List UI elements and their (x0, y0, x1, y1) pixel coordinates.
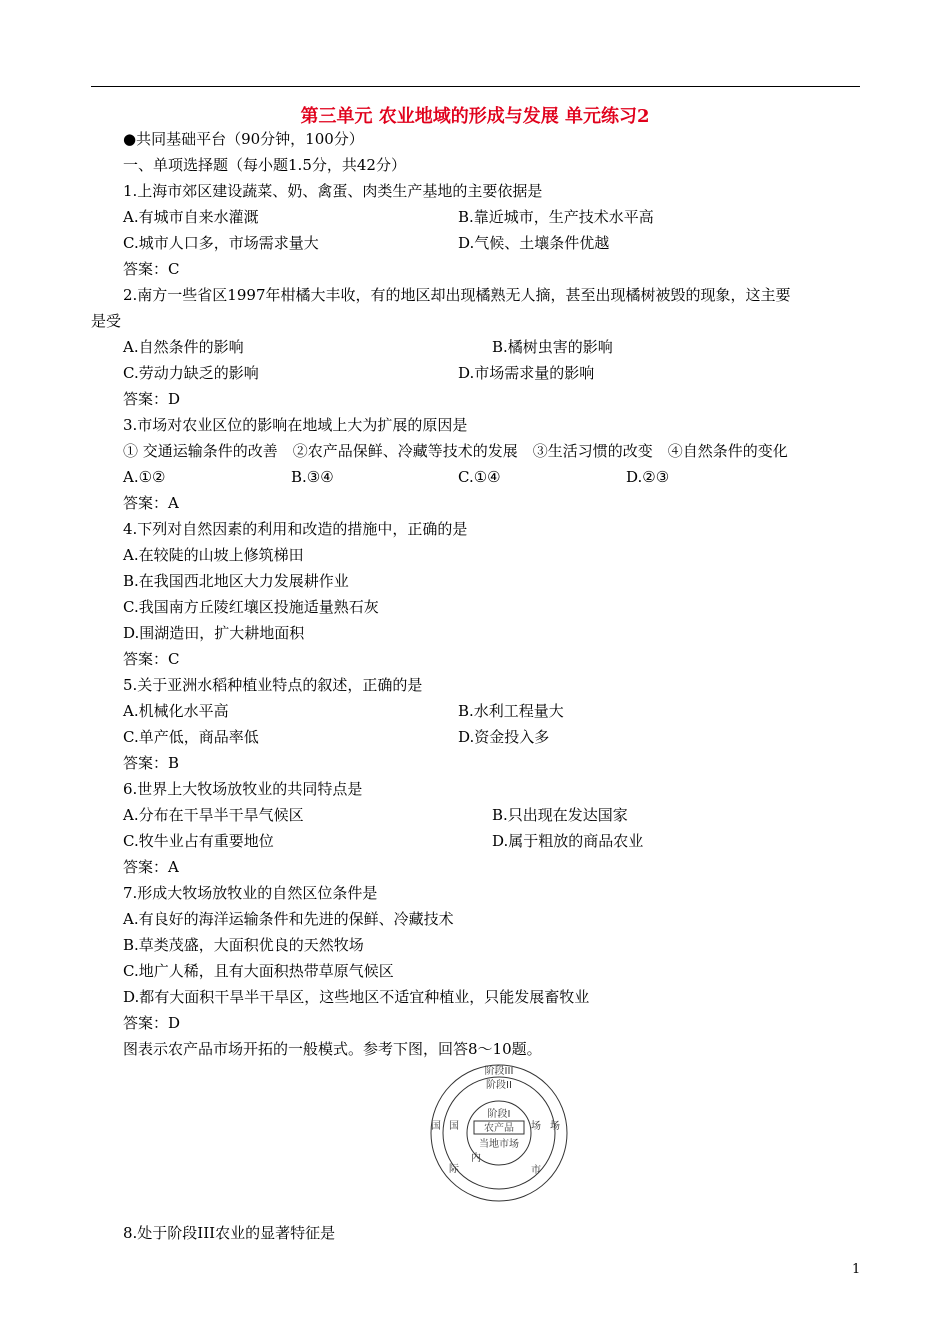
label-nei: 内 (471, 1153, 481, 1164)
question-2-option-a: A.自然条件的影响 (123, 338, 244, 356)
question-6-option-d: D.属于粗放的商品农业 (492, 832, 644, 850)
label-stage-2: 阶段II (486, 1080, 512, 1091)
page-title: 第三单元 农业地域的形成与发展 单元练习2 (300, 106, 650, 127)
question-1-option-a: A.有城市自来水灌溉 (123, 208, 259, 226)
label-stage-3: 阶段III (484, 1066, 514, 1077)
question-5-option-c: C.单产低，商品率低 (123, 728, 259, 746)
question-3-option-d: D.②③ (626, 468, 670, 486)
market-expansion-diagram (424, 1063, 574, 1203)
question-5-option-d: D.资金投入多 (458, 728, 550, 746)
question-6-stem: 6.世界上大牧场放牧业的共同特点是 (123, 780, 363, 798)
question-3-items: ① 交通运输条件的改善 ②农产品保鲜、冷藏等技术的发展 ③生活习惯的改变 ④自然条件的变化 (123, 442, 788, 460)
label-product: 农产品 (484, 1123, 514, 1134)
question-1-stem: 1.上海市郊区建设蔬菜、奶、禽蛋、肉类生产基地的主要依据是 (123, 182, 543, 200)
question-7-option-d: D.都有大面积干旱半干旱区，这些地区不适宜种植业，只能发展畜牧业 (123, 988, 590, 1006)
label-chang-outer: 场 (550, 1121, 560, 1132)
question-7-answer: 答案：D (123, 1014, 181, 1032)
label-chang-inner: 场 (531, 1121, 541, 1132)
question-6-option-b: B.只出现在发达国家 (492, 806, 628, 824)
question-5-option-a: A.机械化水平高 (123, 702, 229, 720)
figure-intro: 图表示农产品市场开拓的一般模式。参考下图，回答8～10题。 (123, 1040, 542, 1058)
question-5-answer: 答案：B (123, 754, 180, 772)
question-2-stem: 2.南方一些省区1997年柑橘大丰收，有的地区却出现橘熟无人摘，甚至出现橘树被毁的现象，这主要 (123, 286, 791, 304)
question-1-option-c: C.城市人口多，市场需求量大 (123, 234, 319, 252)
question-4-stem: 4.下列对自然因素的利用和改造的措施中，正确的是 (123, 520, 468, 538)
label-guo-inner: 国 (449, 1121, 459, 1132)
question-6-answer: 答案：A (123, 858, 179, 876)
question-6-option-a: A.分布在干旱半干旱气候区 (123, 806, 304, 824)
part-heading: 一、单项选择题（每小题1.5分，共42分） (123, 156, 406, 174)
question-4-option-c: C.我国南方丘陵红壤区投施适量熟石灰 (123, 598, 379, 616)
question-7-option-c: C.地广人稀，且有大面积热带草原气候区 (123, 962, 394, 980)
question-3-option-a: A.①② (123, 468, 166, 486)
question-2-answer: 答案：D (123, 390, 181, 408)
question-4-option-d: D.围湖造田，扩大耕地面积 (123, 624, 305, 642)
question-5-stem: 5.关于亚洲水稻种植业特点的叙述，正确的是 (123, 676, 423, 694)
question-8-stem: 8.处于阶段III农业的显著特征是 (123, 1224, 336, 1242)
section-heading: ●共同基础平台（90分钟，100分） (123, 130, 364, 148)
label-stage-1: 阶段I (487, 1109, 511, 1120)
question-4-option-a: A.在较陡的山坡上修筑梯田 (123, 546, 304, 564)
question-7-option-a: A.有良好的海洋运输条件和先进的保鲜、冷藏技术 (123, 910, 454, 928)
question-5-option-b: B.水利工程量大 (458, 702, 564, 720)
question-7-stem: 7.形成大牧场放牧业的自然区位条件是 (123, 884, 378, 902)
question-2-stem-continued: 是受 (91, 312, 122, 330)
question-2-option-c: C.劳动力缺乏的影响 (123, 364, 259, 382)
question-1-option-d: D.气候、土壤条件优越 (458, 234, 610, 252)
header-rule (91, 86, 860, 87)
label-guo-outer: 国 (431, 1121, 441, 1132)
question-2-option-b: B.橘树虫害的影响 (492, 338, 613, 356)
question-6-option-c: C.牧牛业占有重要地位 (123, 832, 274, 850)
question-4-answer: 答案：C (123, 650, 180, 668)
question-1-option-b: B.靠近城市，生产技术水平高 (458, 208, 654, 226)
question-3-stem: 3.市场对农业区位的影响在地域上大为扩展的原因是 (123, 416, 468, 434)
label-local-market: 当地市场 (479, 1139, 519, 1150)
page-number: 1 (852, 1262, 861, 1277)
question-3-answer: 答案：A (123, 494, 179, 512)
question-4-option-b: B.在我国西北地区大力发展耕作业 (123, 572, 349, 590)
question-7-option-b: B.草类茂盛，大面积优良的天然牧场 (123, 936, 364, 954)
question-3-option-c: C.①④ (458, 468, 501, 486)
label-ji: 际 (449, 1164, 459, 1175)
question-3-option-b: B.③④ (291, 468, 334, 486)
question-2-option-d: D.市场需求量的影响 (458, 364, 595, 382)
label-shi: 市 (531, 1165, 541, 1176)
question-1-answer: 答案：C (123, 260, 180, 278)
